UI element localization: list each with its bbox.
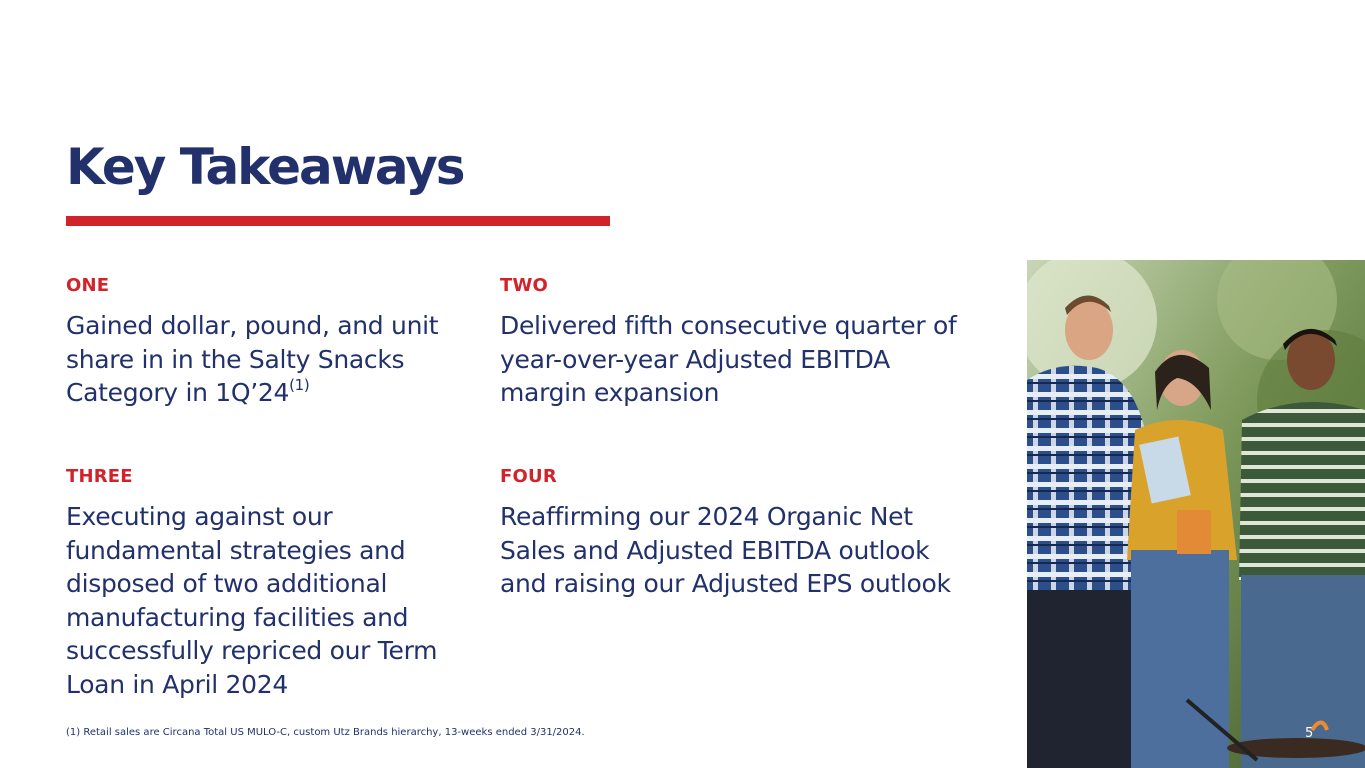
takeaway-three [66, 468, 486, 701]
takeaway-two [500, 277, 960, 410]
page-number: 5 [1305, 726, 1314, 741]
page-title: Key Takeaways [66, 138, 464, 196]
title-underline [66, 216, 610, 226]
takeaway-text: Delivered fifth consecutive quarter of year-over-year Adjusted EBITDA margin expansion [500, 311, 957, 407]
footnote-marker: (1) [289, 376, 310, 394]
takeaway-four [500, 468, 960, 601]
takeaway-one [66, 277, 486, 410]
footnote: (1) Retail sales are Circana Total US MULO-C, custom Utz Brands hierarchy, 13-weeks ended 3/31/2024. [66, 727, 585, 738]
takeaway-text: Gained dollar, pound, and unit share in in the Salty Snacks Category in 1Q’24$^{(1)}$ [66, 311, 439, 407]
takeaway-label: THREE [66, 466, 133, 487]
lifestyle-photo [1027, 260, 1365, 768]
takeaway-label: TWO [500, 275, 549, 296]
takeaway-text: Reaffirming our 2024 Organic Net Sales and Adjusted EBITDA outlook and raising our Adjusted EPS outlook [500, 502, 951, 598]
takeaway-text: Executing against our fundamental strategies and disposed of two additional manufacturing facilities and successfully repriced our Term Loan in April 2024 [66, 502, 438, 699]
takeaway-label: FOUR [500, 466, 557, 487]
takeaway-label: ONE [66, 275, 110, 296]
